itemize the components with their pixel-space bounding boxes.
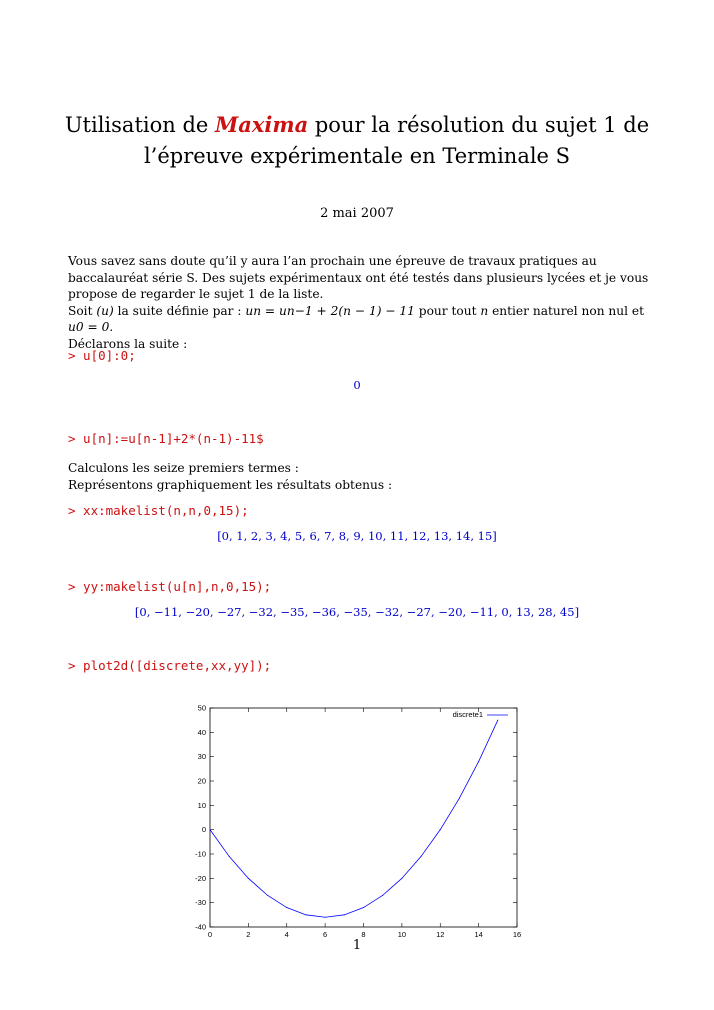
series-points: [210, 720, 499, 918]
intro-text-d: entier naturel non nul et: [488, 303, 645, 318]
x-tick-label: 6: [323, 930, 328, 939]
data-point: [440, 829, 441, 830]
maxima-brand: Maxima: [215, 112, 309, 137]
page-number: 1: [352, 938, 362, 953]
data-point: [229, 856, 230, 857]
document-title: [40, 109, 674, 172]
y-axis-ticks: [195, 704, 517, 932]
data-point: [459, 798, 460, 799]
intro-paragraph: [68, 253, 650, 353]
y-tick-label: -30: [195, 898, 206, 908]
plot-frame: [210, 708, 517, 927]
title-before: Utilisation de: [64, 113, 215, 137]
x-tick-label: 14: [474, 930, 483, 939]
data-point: [363, 907, 364, 908]
x-tick-label: 0: [207, 930, 213, 939]
n-symbol: n: [480, 303, 489, 318]
x-tick-label: 4: [284, 930, 289, 939]
x-tick-label: 2: [246, 930, 251, 939]
x-tick-label: 12: [436, 930, 445, 939]
mid-line-1: Calculons les seize premiers termes :: [68, 461, 299, 475]
mid-line-2: Représentons graphiquement les résultats obtenus :: [68, 477, 393, 492]
intro-text-e: .: [109, 320, 114, 335]
plot2d-chart: [180, 700, 540, 945]
x-tick-label: 10: [397, 930, 407, 939]
maxima-output-4: [0, −11, −20, −27, −32, −35, −36, −35, −32, −27, −20, −11, 0, 13, 28, 45]: [134, 605, 580, 619]
maxima-output-1: 0: [353, 378, 361, 392]
mid-paragraph: [68, 460, 392, 493]
intro-line-1: Vous savez sans doute qu’il y aura l’an prochain une épreuve de travaux pratiques au baccalauréat série S. Des sujets expérimentaux ont été testés dans plusieurs lycées et je vous propose de regarder le sujet 1 de la liste.: [68, 254, 649, 302]
data-point: [344, 914, 345, 915]
data-point: [267, 895, 268, 896]
y-tick-label: 20: [197, 776, 206, 786]
y-tick-label: 0: [201, 825, 206, 835]
legend-label: discrete1: [452, 710, 483, 719]
series-discrete1-line: [210, 720, 498, 917]
intro-line-2: [68, 303, 650, 336]
data-point: [421, 856, 422, 857]
maxima-command-3: > xx:makelist(n,n,0,15);: [68, 503, 249, 518]
y-tick-label: -40: [195, 922, 206, 932]
title-after: pour la résolution du sujet 1 de l’épreuve expérimentale en Terminale S: [143, 113, 650, 168]
data-point: [305, 914, 306, 915]
maxima-command-5: > plot2d([discrete,xx,yy]);: [68, 658, 272, 673]
maxima-command-1: > u[0]:0;: [68, 348, 136, 363]
intro-text-b: la suite définie par :: [113, 303, 246, 318]
intro-line-3: Déclarons la suite :: [68, 336, 188, 351]
sequence-symbol: (u): [96, 303, 114, 318]
y-tick-label: 30: [197, 752, 206, 762]
y-tick-label: -20: [195, 873, 206, 883]
data-point: [248, 878, 249, 879]
recurrence-formula: un = un−1 + 2(n − 1) − 11: [245, 303, 415, 318]
maxima-command-2: > u[n]:=u[n-1]+2*(n-1)-11$: [68, 431, 264, 446]
y-tick-label: 40: [197, 727, 206, 737]
data-point: [497, 720, 498, 721]
initial-condition: u0 = 0: [68, 320, 110, 335]
maxima-command-4: > yy:makelist(u[n],n,0,15);: [68, 579, 272, 594]
document-date: 2 mai 2007: [320, 206, 394, 221]
intro-text-a: Soit: [68, 303, 97, 318]
data-point: [210, 829, 211, 830]
data-point: [478, 761, 479, 762]
data-point: [286, 907, 287, 908]
x-axis-ticks: [208, 708, 521, 939]
y-tick-label: 50: [197, 703, 206, 713]
data-point: [325, 917, 326, 918]
x-tick-label: 8: [361, 930, 366, 939]
y-tick-label: 10: [197, 800, 206, 810]
data-point: [401, 878, 402, 879]
x-tick-label: 16: [512, 930, 522, 939]
maxima-output-3: [0, 1, 2, 3, 4, 5, 6, 7, 8, 9, 10, 11, 12, 13, 14, 15]: [217, 529, 497, 543]
intro-text-c: pour tout: [414, 303, 481, 318]
data-point: [382, 895, 383, 896]
y-tick-label: -10: [195, 849, 206, 859]
